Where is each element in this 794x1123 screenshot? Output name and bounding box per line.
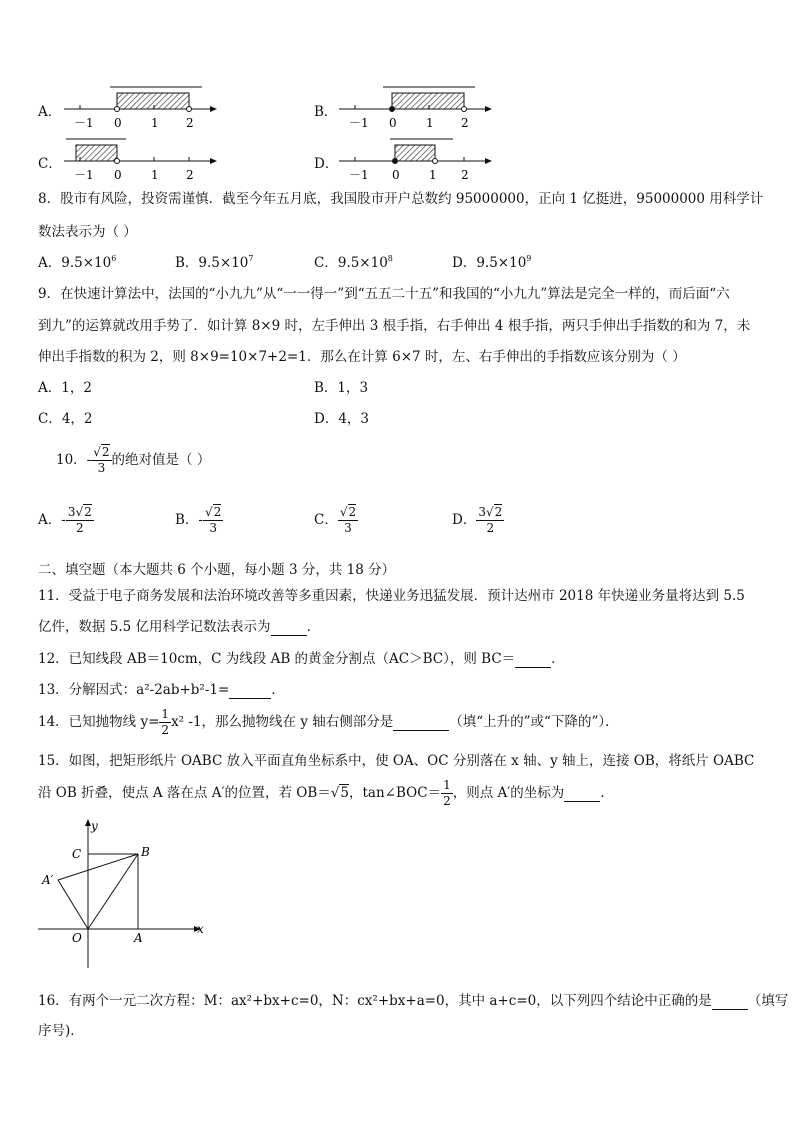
tick-label: 1 — [151, 168, 159, 182]
q14-stem: 14．已知抛物线 y= $\frac{1}{2}$ x² -1，那么抛物线在 y 轴右侧部分是 （填“上升的”或“下降的”）． — [38, 707, 619, 737]
q7-option-c-number-line — [60, 134, 220, 184]
tick-label: 1 — [426, 116, 434, 130]
q11-stem-line2: 亿件，数据 5.5 亿用科学记数法表示为 ． — [38, 619, 321, 635]
x-axis-label: x — [197, 922, 204, 936]
answer-blank[interactable] — [712, 993, 748, 1010]
point-c-label: C — [72, 847, 82, 861]
point-a-label: A — [134, 931, 143, 945]
q8-option-d: D．$9.5\times 10^9$ — [452, 254, 532, 271]
q10-option-d: D． $\frac{3√2}{2}$ — [452, 505, 503, 535]
point-a-prime-label: A′ — [42, 873, 54, 887]
point-o-label: O — [72, 931, 82, 945]
tick-label: －1 — [349, 168, 369, 182]
q15-coordinate-figure — [36, 818, 211, 973]
tick-label: －1 — [349, 116, 369, 130]
q8-option-b: B．$9.5\times 10^7$ — [175, 254, 254, 271]
q8-option-a: A．$9.5\times 10^6$ — [38, 254, 117, 271]
tick-label: 1 — [429, 168, 437, 182]
q10-option-b: B．- $\frac{√2}{3}$ — [175, 505, 222, 535]
y-axis-label: y — [91, 819, 98, 833]
q7-option-b-number-line — [335, 82, 495, 132]
tick-label: 2 — [461, 116, 469, 130]
q9-stem-line2: 到九”的运算就改用手势了．如计算 8×9 时，左手伸出 3 根手指，右手伸出 4 根手指，两只手伸出手指数的和为 7，未 — [38, 318, 751, 334]
q9-stem-line1: 9．在快速计算法中，法国的“小九九”从“一一得一”到“五五二十五”和我国的“小九九”算法是完全一样的，而后面“六 — [38, 286, 730, 302]
q7-option-d-label: D． — [314, 156, 339, 172]
tick-label: 2 — [186, 116, 194, 130]
q7-option-a-label: A． — [38, 104, 62, 120]
q16-stem-line2: 序号)． — [38, 1023, 84, 1039]
section-heading-fill-in: 二、填空题（本大题共 6 个小题，每小题 3 分，共 18 分） — [38, 562, 396, 578]
answer-blank[interactable] — [564, 785, 600, 802]
q10-option-c: C． $\frac{√2}{3}$ — [314, 505, 357, 535]
answer-blank[interactable] — [515, 651, 551, 668]
q8-option-c: C．$9.5\times 10^8$ — [314, 254, 393, 271]
q10-option-a: A．- $\frac{3√2}{2}$ — [38, 505, 92, 535]
q9-option-c: C．4，2 — [38, 411, 93, 427]
q15-stem-line1: 15．如图，把矩形纸片 OABC 放入平面直角坐标系中，使 OA、OC 分别落在 x 轴、y 轴上，连接 OB，将纸片 OABC — [38, 753, 755, 769]
tick-label: 0 — [389, 116, 397, 130]
q8-stem-line1: 8．股市有风险，投资需谨慎．截至今年五月底，我国股市开户总数约 95000000，正向 1 亿挺进，95000000 用科学计 — [38, 191, 764, 207]
q7-option-a-number-line — [60, 82, 220, 132]
q8-stem-line2: 数法表示为（ ） — [38, 224, 137, 240]
q13-stem: 13．分解因式：a²-2ab+b²-1= ． — [38, 682, 285, 698]
q12-stem: 12．已知线段 AB＝10cm，C 为线段 AB 的黄金分割点（AC＞BC），则 BC＝ ． — [38, 651, 565, 667]
q9-option-b: B．1，3 — [314, 380, 369, 396]
tick-label: 0 — [114, 168, 122, 182]
tick-label: －1 — [74, 116, 94, 130]
tick-label: －1 — [74, 168, 94, 182]
tick-label: 1 — [151, 116, 159, 130]
q16-stem-line1: 16．有两个一元二次方程：M：ax²+bx+c=0，N：cx²+bx+a=0，其中 a+c=0，以下列四个结论中正确的是 （填写 — [38, 993, 789, 1009]
q7-option-b-label: B． — [314, 104, 338, 120]
q7-option-d-number-line — [335, 134, 495, 184]
answer-blank[interactable] — [271, 619, 307, 636]
q15-stem-line2: 沿 OB 折叠，使点 A 落在点 A′的位置，若 OB＝√5，tan∠BOC＝ $\frac{1}{2}$ ，则点 A′的坐标为 ． — [38, 778, 614, 808]
q9-option-d: D．4，3 — [314, 411, 370, 427]
tick-label: 0 — [114, 116, 122, 130]
q10-stem: 10．- $\frac{√2}{3}$ 的绝对值是（ ） — [56, 445, 211, 475]
tick-label: 2 — [186, 168, 194, 182]
q11-stem-line1: 11．受益于电子商务发展和法治环境改善等多重因素，快递业务迅猛发展．预计达州市 2018 年快递业务量将达到 5.5 — [38, 588, 745, 604]
q7-option-c-label: C． — [38, 156, 62, 172]
tick-label: 2 — [461, 168, 469, 182]
tick-label: 0 — [392, 168, 400, 182]
q9-stem-line3: 伸出手指数的积为 2，则 8×9=10×7+2=1．那么在计算 6×7 时，左、右手伸出的手指数应该分别为（ ） — [38, 349, 686, 365]
answer-blank[interactable] — [393, 714, 449, 731]
answer-blank[interactable] — [229, 682, 271, 699]
point-b-label: B — [141, 845, 150, 859]
q9-option-a: A．1，2 — [38, 380, 92, 396]
